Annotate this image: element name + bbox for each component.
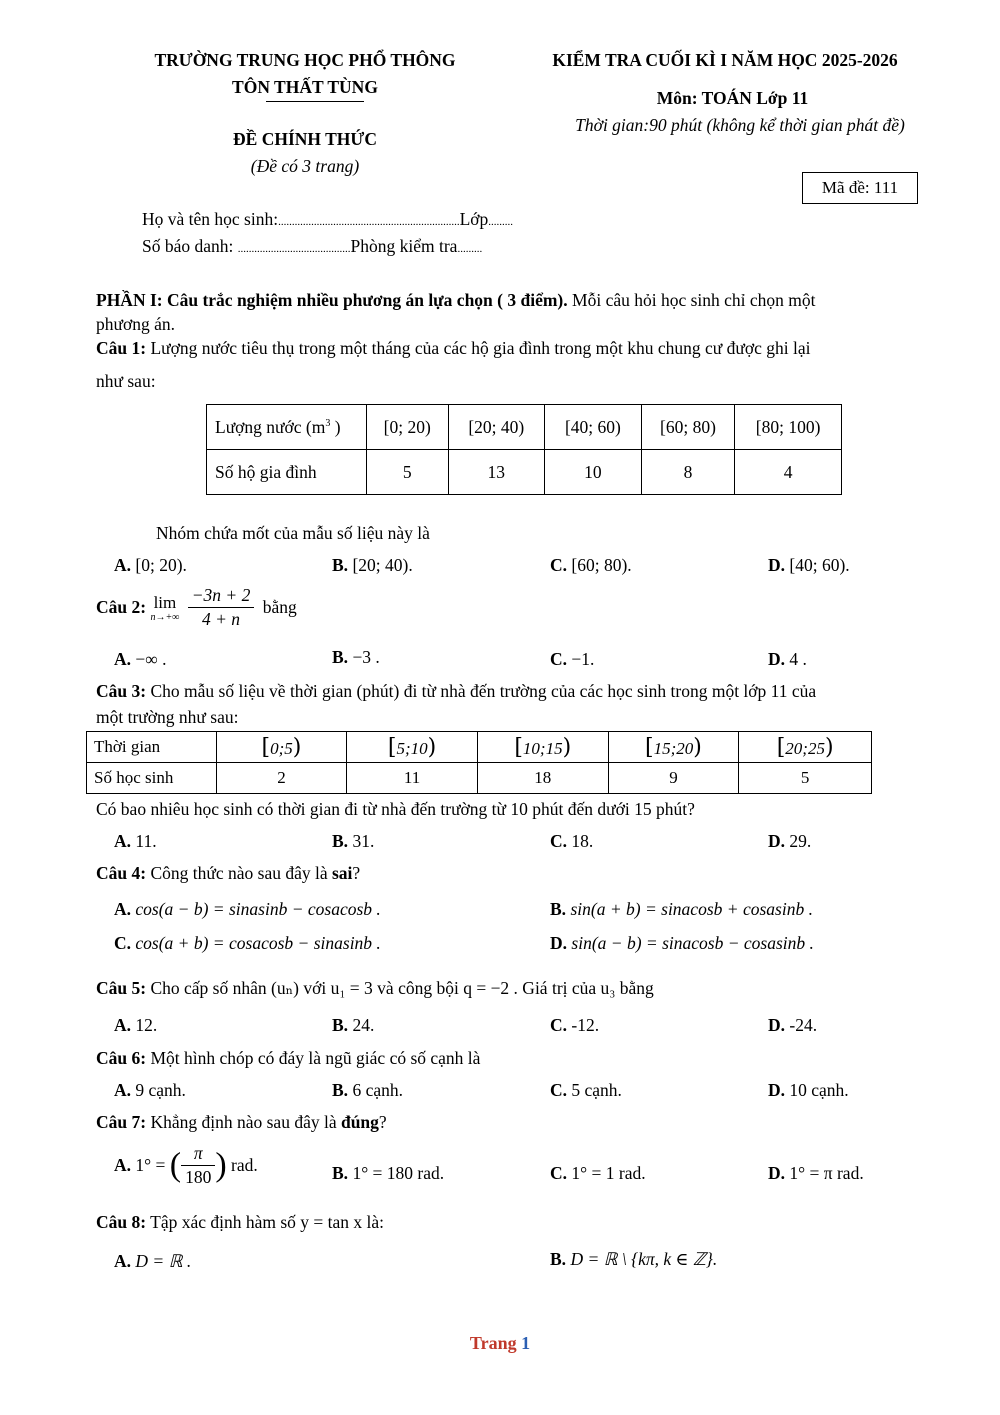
q2-text bbox=[96, 585, 297, 630]
q7-option-c[interactable]: C. 1° = 1 rad. bbox=[550, 1163, 646, 1183]
q1-option-c[interactable]: C. [60; 80). bbox=[550, 555, 632, 575]
q1-count-cell: 13 bbox=[448, 450, 545, 495]
q4-option-c[interactable]: C. cos(a + b) = cosacosb − sinasinb . bbox=[114, 933, 381, 953]
q2-tail: bằng bbox=[262, 597, 297, 617]
q1-text bbox=[96, 338, 811, 359]
q1-count-cell: 4 bbox=[735, 450, 842, 495]
exam-subject: Môn: TOÁN Lớp 11 bbox=[656, 88, 809, 108]
school-name-underline bbox=[266, 101, 364, 102]
q1-option-d[interactable]: D. [40; 60). bbox=[768, 555, 850, 575]
q5-option-c[interactable]: C. -12. bbox=[550, 1015, 600, 1035]
q3-table-row-intervals bbox=[87, 732, 872, 763]
page-footer-number: 1 bbox=[521, 1333, 531, 1353]
q3-row2-label: Số học sinh bbox=[87, 763, 217, 794]
q2-option-d[interactable]: D. 4 . bbox=[768, 649, 807, 669]
q3-label: Câu 3: bbox=[96, 681, 147, 701]
q1-text-b: như sau: bbox=[96, 371, 156, 391]
q3-interval-cell: [0;5) bbox=[216, 732, 347, 763]
q2-limit: lim n→+∞ bbox=[150, 593, 180, 623]
q4-option-a[interactable]: A. cos(a − b) = sinasinb − cosacosb . bbox=[114, 899, 381, 919]
q2-option-c[interactable]: C. −1. bbox=[550, 649, 595, 669]
q3-count-cell: 9 bbox=[608, 763, 739, 794]
room-label: Phòng kiểm tra bbox=[350, 236, 458, 256]
q5-text-body: Cho cấp số nhân (uₙ) với u₁ = 3 và công bội q = −2 . Giá trị của u₃ bằng bbox=[146, 978, 654, 998]
q3-option-d[interactable]: D. 29. bbox=[768, 831, 812, 851]
exam-title: KIỂM TRA CUỐI KÌ I NĂM HỌC 2025-2026 bbox=[552, 50, 898, 70]
q4-text: Câu 4: Công thức nào sau đây là sai? bbox=[96, 863, 361, 883]
page-footer-word: Trang bbox=[469, 1333, 517, 1353]
q2-option-b[interactable]: B. −3 . bbox=[332, 647, 380, 667]
q1-table bbox=[206, 404, 842, 495]
room-dots: ......... bbox=[457, 243, 483, 255]
q5-text bbox=[96, 978, 654, 999]
q5-option-a[interactable]: A. 12. bbox=[114, 1015, 158, 1035]
exam-code-box: Mã đề: 111 bbox=[802, 172, 918, 204]
q3-interval-cell: [15;20) bbox=[608, 732, 739, 763]
q2-option-a[interactable]: A. −∞ . bbox=[114, 649, 167, 669]
q6-option-a[interactable]: A. 9 cạnh. bbox=[114, 1080, 186, 1100]
q1-count-cell: 5 bbox=[367, 450, 449, 495]
q4-label: Câu 4: bbox=[96, 863, 147, 883]
page-footer bbox=[0, 1333, 1000, 1354]
school-name-line1: TRƯỜNG TRUNG HỌC PHỔ THÔNG bbox=[154, 50, 456, 70]
q6-option-c[interactable]: C. 5 cạnh. bbox=[550, 1080, 622, 1100]
q1-option-a[interactable]: A. [0; 20). bbox=[114, 555, 187, 575]
q7-option-d[interactable]: D. 1° = π rad. bbox=[768, 1163, 864, 1183]
q6-label: Câu 6: bbox=[96, 1048, 147, 1068]
q2-fraction: $\frac{-3n + 2}{4 + n}$ bbox=[188, 585, 255, 630]
student-name-dots: .................................................................. bbox=[278, 216, 460, 228]
q5-label: Câu 5: bbox=[96, 978, 147, 998]
class-label: Lớp bbox=[459, 209, 489, 229]
student-name-line bbox=[142, 209, 513, 230]
q2-label: Câu 2: bbox=[96, 597, 147, 617]
q6-option-b[interactable]: B. 6 cạnh. bbox=[332, 1080, 403, 1100]
official-label: ĐỀ CHÍNH THỨC bbox=[233, 129, 377, 149]
q3-interval-cell: [5;10) bbox=[347, 732, 478, 763]
q3-count-cell: 11 bbox=[347, 763, 478, 794]
q7-emphasis: đúng bbox=[340, 1112, 379, 1132]
q8-option-b[interactable]: B. D = ℝ \ {kπ, k ∈ ℤ}. bbox=[550, 1249, 718, 1269]
q1-count-cell: 10 bbox=[545, 450, 642, 495]
q1-interval-cell: [40; 60) bbox=[545, 405, 642, 450]
q3-row1-label: Thời gian bbox=[87, 732, 217, 763]
q3-option-b[interactable]: B. 31. bbox=[332, 831, 375, 851]
student-name-label: Họ và tên học sinh: bbox=[142, 209, 279, 229]
q3-count-cell: 18 bbox=[477, 763, 608, 794]
q3-text bbox=[96, 681, 816, 702]
q4-text-body: Công thức nào sau đây là bbox=[146, 863, 332, 883]
q3-option-c[interactable]: C. 18. bbox=[550, 831, 594, 851]
q3-count-cell: 2 bbox=[216, 763, 347, 794]
q3-table-row-counts bbox=[87, 763, 872, 794]
school-name-line2: TÔN THẤT TÙNG bbox=[232, 77, 378, 97]
q4-option-d[interactable]: D. sin(a − b) = sinacosb − cosasinb . bbox=[550, 933, 814, 953]
q3-count-cell: 5 bbox=[739, 763, 872, 794]
q6-text-body: Một hình chóp có đáy là ngũ giác có số cạnh là bbox=[146, 1048, 481, 1068]
q8-option-a[interactable]: A. D = ℝ . bbox=[114, 1251, 192, 1271]
exam-time: Thời gian:90 phút (không kể thời gian phát đề) bbox=[575, 115, 905, 135]
q1-interval-cell: [0; 20) bbox=[367, 405, 449, 450]
q1-label: Câu 1: bbox=[96, 338, 147, 358]
q3-table bbox=[86, 731, 872, 794]
page-count: (Đề có 3 trang) bbox=[250, 156, 360, 176]
q1-count-cell: 8 bbox=[641, 450, 735, 495]
q7-option-a[interactable]: A. 1° = ( $\frac{\pi}{180}$ ) rad. bbox=[114, 1143, 258, 1187]
q3-interval-cell: [20;25) bbox=[739, 732, 872, 763]
q7-label: Câu 7: bbox=[96, 1112, 147, 1132]
q1-text-a: Lượng nước tiêu thụ trong một tháng của các hộ gia đình trong một khu chung cư được ghi lại bbox=[146, 338, 811, 358]
q1-interval-cell: [80; 100) bbox=[735, 405, 842, 450]
q7-text-body: Khẳng định nào sau đây là bbox=[146, 1112, 341, 1132]
q6-option-d[interactable]: D. 10 cạnh. bbox=[768, 1080, 849, 1100]
q3-text-b: một trường như sau: bbox=[96, 707, 239, 727]
q8-text bbox=[96, 1212, 384, 1233]
student-id-line bbox=[142, 236, 482, 257]
q1-question: Nhóm chứa mốt của mẫu số liệu này là bbox=[156, 523, 430, 543]
q1-interval-cell: [60; 80) bbox=[641, 405, 735, 450]
part1-instruction: Mỗi câu hỏi học sinh chỉ chọn một bbox=[567, 290, 816, 310]
q4-option-b[interactable]: B. sin(a + b) = sinacosb + cosasinb . bbox=[550, 899, 813, 919]
q1-option-b[interactable]: B. [20; 40). bbox=[332, 555, 413, 575]
q1-row2-label: Số hộ gia đình bbox=[207, 450, 367, 495]
student-id-dots: ......................................... bbox=[237, 243, 351, 255]
part1-heading bbox=[96, 290, 816, 311]
q6-text bbox=[96, 1048, 480, 1069]
q1-table-row-intervals bbox=[207, 405, 842, 450]
student-id-label: Số báo danh: bbox=[142, 236, 234, 256]
q5-option-b[interactable]: B. 24. bbox=[332, 1015, 375, 1035]
q3-text-a: Cho mẫu số liệu về thời gian (phút) đi từ nhà đến trường của các học sinh trong một lớp 11 của bbox=[146, 681, 817, 701]
q5-option-d[interactable]: D. -24. bbox=[768, 1015, 818, 1035]
q7-text: Câu 7: Khẳng định nào sau đây là đúng? bbox=[96, 1112, 387, 1132]
class-dots: ......... bbox=[488, 216, 514, 228]
q7-option-b[interactable]: B. 1° = 180 rad. bbox=[332, 1163, 445, 1183]
q8-label: Câu 8: bbox=[96, 1212, 147, 1232]
q3-interval-cell: [10;15) bbox=[477, 732, 608, 763]
q1-table-row-counts bbox=[207, 450, 842, 495]
part1-instruction-cont: phương án. bbox=[96, 314, 176, 334]
q1-interval-cell: [20; 40) bbox=[448, 405, 545, 450]
q3-option-a[interactable]: A. 11. bbox=[114, 831, 157, 851]
q4-emphasis: sai bbox=[331, 863, 353, 883]
q3-question: Có bao nhiêu học sinh có thời gian đi từ nhà đến trường từ 10 phút đến dưới 15 phút? bbox=[96, 799, 695, 819]
q1-row1-label: Lượng nước ($m^3$ ) bbox=[207, 405, 367, 450]
q8-text-body: Tập xác định hàm số y = tan x là: bbox=[146, 1212, 385, 1232]
part1-title: PHẦN I: Câu trắc nghiệm nhiều phương án lựa chọn ( 3 điểm). bbox=[96, 290, 568, 310]
